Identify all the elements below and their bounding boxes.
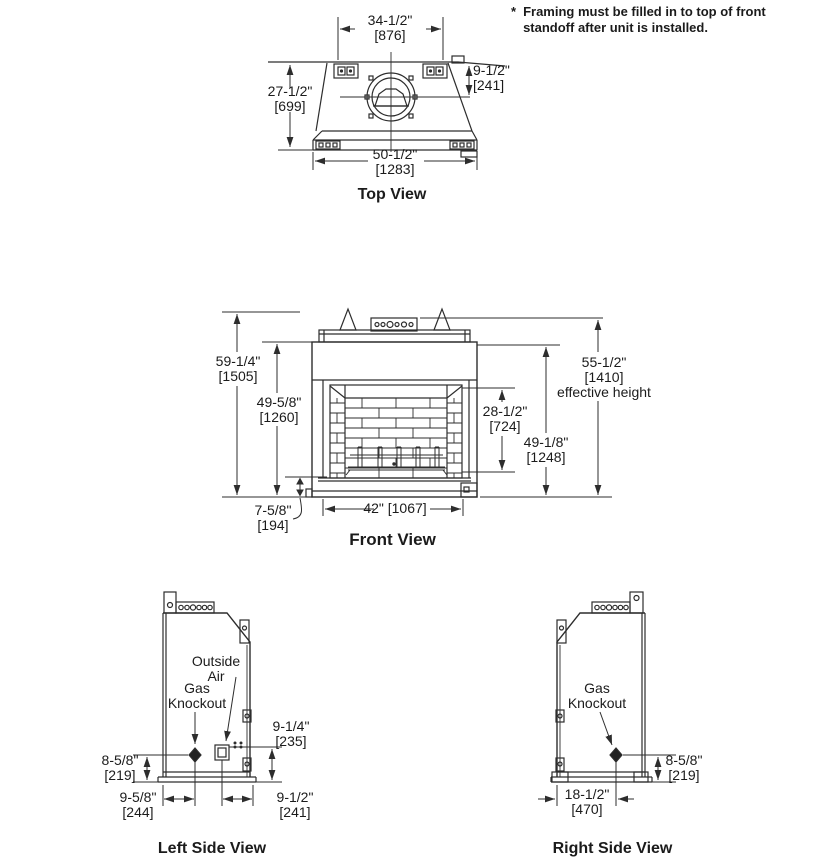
dim-overall-height: 59-1/4" [1505]: [215, 353, 261, 384]
dim-hearth-height: 7-5/8" [194]: [254, 502, 292, 533]
dim-body-height: 49-5/8" [1260]: [256, 394, 302, 425]
gas-knockout-label: Gas Knockout: [167, 680, 227, 711]
nailing-plate-right: [450, 141, 477, 157]
dim-opening-height: 28-1/2" [724]: [482, 403, 528, 434]
dim-flue-depth: 9-1/2" [241]: [473, 62, 510, 93]
dim-gas-height-left: 8-5/8" [219]: [101, 752, 139, 783]
dim-gas-offset-left: 9-5/8" [244]: [119, 789, 157, 820]
front-standoff-left: [340, 309, 356, 330]
right-side-view-title: Right Side View: [552, 840, 673, 857]
gas-knockout-marker: [189, 748, 201, 762]
dim-gas-offset-right: 18-1/2" [470]: [564, 786, 610, 817]
junction-box: [461, 483, 477, 497]
dim-air-offset: 9-1/2" [241]: [276, 789, 314, 820]
note-asterisk: *: [511, 4, 517, 19]
top-view-title: Top View: [357, 186, 427, 203]
dim-gas-height-right: 8-5/8" [219]: [665, 752, 703, 783]
outside-air-knockout: [215, 745, 229, 760]
left-side-view-title: Left Side View: [157, 840, 267, 857]
note-text: Framing must be filled in to top of front standoff after unit is installed.: [523, 4, 766, 35]
front-standoff-right: [434, 309, 450, 330]
dim-total-depth: 27-1/2" [699]: [267, 83, 313, 114]
nameplate: [592, 602, 630, 613]
nameplate: [371, 318, 417, 331]
rear-bracket-left: [334, 64, 358, 78]
framing-note: [511, 4, 811, 36]
nailing-plate-left: [316, 141, 340, 149]
dim-front-width: 50-1/2" [1283]: [372, 146, 418, 177]
outside-air-label: Outside Air: [191, 653, 241, 684]
brick-pattern: [330, 398, 462, 478]
front-view-title: Front View: [349, 530, 436, 549]
gas-knockout-marker: [610, 748, 622, 762]
dim-effective-height: 55-1/2" [1410] effective height: [557, 354, 651, 400]
dim-air-height: 9-1/4" [235]: [272, 718, 310, 749]
dim-back-width: 34-1/2" [876]: [367, 12, 413, 43]
dim-standoff-height: 49-1/8" [1248]: [523, 434, 569, 465]
gas-knockout-label-right: Gas Knockout: [567, 680, 627, 711]
dim-opening-width: 42" [1067]: [363, 500, 427, 516]
grate: [346, 447, 447, 475]
nameplate: [176, 602, 214, 613]
